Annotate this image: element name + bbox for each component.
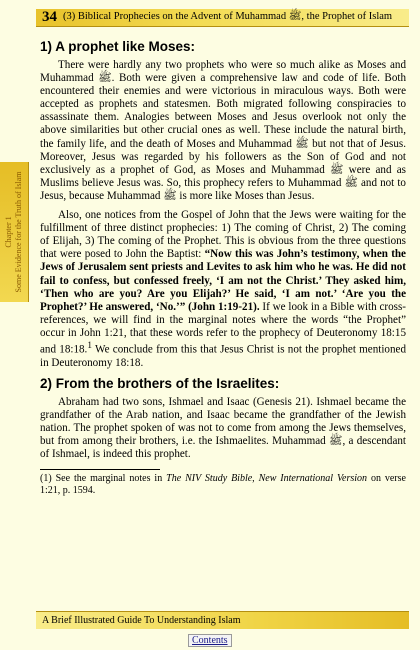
section2-heading: 2) From the brothers of the Israelites: <box>40 375 280 391</box>
side-tab-text <box>4 162 24 302</box>
john-quote: “Now this was John’s testimony, when the Jews of Jerusalem sent priests and Levites to ask him who he was. He did not fail to confess, but confessed freely, ‘I am not the Christ.’ They asked him, ‘Then who are you? Are you Elijah?’ He said, ‘I am not.’ ‘Are you the Prophet?’ He answered, ‘No.’” (John 1:19-21). <box>40 248 406 313</box>
footnote-divider <box>40 469 160 470</box>
section2-paragraph: Abraham had two sons, Ishmael and Isaac (Genesis 21). Ishmael became the grandfather of the Arab nation, and Isaac became the grandfather of the Jewish nation. The prophet spoken of was not to come from among the Jews themselves, but from among their brothers, i.e. the Ishmaelites. Muhammad ﷺ, a descendant of Ishmael, is indeed this prophet. <box>40 395 406 461</box>
footnote <box>40 473 406 496</box>
header-title: (3) Biblical Prophecies on the Advent of Muhammad ﷺ, the Prophet of Islam <box>63 11 393 22</box>
para2-text-c: We conclude from this that Jesus Christ is not the prophet mentioned in Deuteronomy 18:18. <box>40 343 406 369</box>
chapter-side-tab <box>0 162 29 302</box>
footnote-text-b: on verse 1:21, p. 1594. <box>40 473 406 496</box>
footer-title: A Brief Illustrated Guide To Understanding Islam <box>42 615 241 626</box>
contents-link[interactable]: Contents <box>188 634 232 647</box>
side-tab-subtitle: Some Evidence for the Truth of Islam <box>14 171 23 293</box>
para2-text-a: Also, one notices from the Gospel of John that the Jews were waiting for the fulfillment of three distinct prophecies: 1) The coming of Christ, 2) The coming of Elijah, 3) The coming of the Prophet. This is obvious from the three questions that were posed to John the Baptist: <box>40 209 406 261</box>
section1-heading: 1) A prophet like Moses: <box>40 39 196 54</box>
section1-paragraph1: There were hardly any two prophets who were so much alike as Moses and Muhammad ﷺ. Both were given a comprehensive law and code of life. Both encountered their enemies and were victorious in miraculous ways. Both were accepted as prophets and statesmen. Both migrated following conspiracies to assassinate them. Analogies between Moses and Jesus overlook not only the above similarities but other crucial ones as well. These include the natural birth, the family life, and the death of Moses and Muhammad ﷺ but not that of Jesus. Moreover, Jesus was regarded by his followers as the Son of God and not exclusively as a prophet of God, as Moses and Muhammad ﷺ were and as Muslims believe Jesus was. So, this prophecy refers to Muhammad ﷺ and not to Jesus, because Muhammad ﷺ is more like Moses than Jesus. <box>40 59 407 202</box>
section2 <box>40 376 406 461</box>
page-header <box>36 9 409 27</box>
page-number: 34 <box>42 9 57 25</box>
footnote-ref: 1 <box>87 340 92 351</box>
main-content <box>40 35 406 496</box>
page-footer <box>36 611 409 629</box>
section1-paragraph2 <box>40 209 406 370</box>
para2-text-b: If we look in a Bible with cross-references, we will find in the marginal notes where the words “the Prophet” occur in John 1:21, that these words refer to the prophecy of Deuteronomy 18:15 and 18:18. <box>40 300 406 356</box>
footnote-book-title: The NIV Study Bible, New International Version <box>166 473 368 485</box>
footnote-text-a: (1) See the marginal notes in <box>40 473 167 485</box>
side-tab-chapter: Chapter 1 <box>4 216 13 248</box>
